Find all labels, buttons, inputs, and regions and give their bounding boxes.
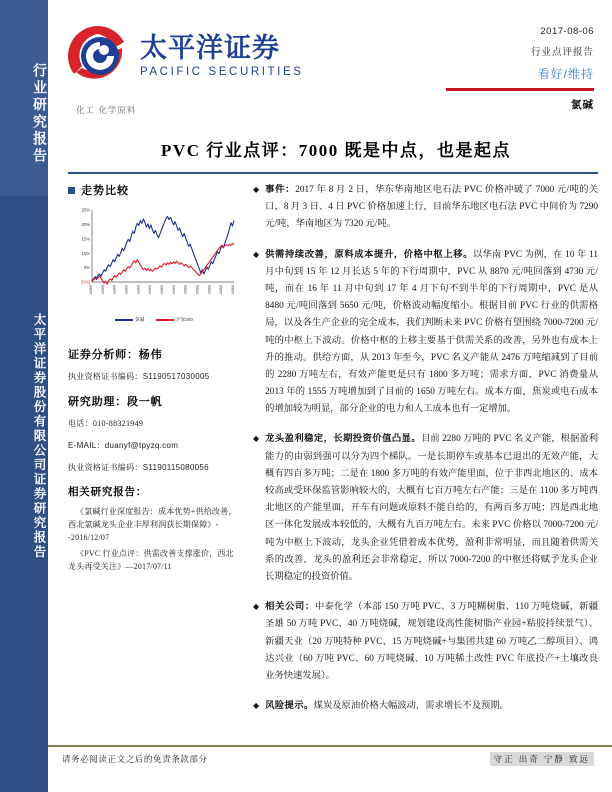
rail-title-company: 太平洋证券股份有限公司证券研究报告	[32, 312, 46, 560]
svg-text:16/8/8: 16/8/8	[124, 285, 129, 295]
paragraph-text	[265, 182, 598, 234]
paragraph-text	[265, 431, 598, 586]
svg-text:16/8/8: 16/8/8	[207, 285, 212, 295]
svg-text:10%: 10%	[81, 250, 90, 256]
related-research-item[interactable]: 《PVC 行业点评：供需改善支撑涨价，西北龙头再受关注》—2017/07/11	[68, 548, 234, 571]
paragraph-lead: 相关公司：	[265, 602, 315, 613]
paragraph-content: 煤炭及原油价格大幅波动，需求增长不及预期。	[313, 701, 509, 712]
paragraph-lead: 风险提示。	[265, 701, 314, 712]
svg-text:16/8/8: 16/8/8	[89, 285, 93, 295]
svg-text:20%: 20%	[81, 222, 90, 227]
diamond-bullet-icon: ◆	[253, 185, 260, 194]
legend-swatch-0	[115, 319, 133, 321]
paragraph-content: 中泰化学（本部 150 万吨 PVC、3 万吨糊树脂、110 万吨烧碱，新疆圣雄 50 万吨 PVC、40 万吨烧碱，规划建设高性能树脂产业园+粘胶持续景气）、新疆天业（20 万吨特种 PVC、15 万吨烧碱+与集团共建 60 万吨乙二醇项目）、鸿达兴业（60 万吨 PVC、60 万吨烧碱、10 万吨稀土改性 PVC 年底投产+土壤改良业务快速发展）。	[265, 602, 598, 681]
diamond-bullet-icon: ◆	[253, 602, 260, 612]
related-research-block	[68, 484, 238, 574]
assistant-phone: 电话：010-88321949	[68, 419, 144, 428]
breadcrumb: 化工 化学原料	[76, 105, 137, 115]
svg-text:16/8/8: 16/8/8	[195, 285, 200, 295]
analyst-name: 证券分析师：杨伟	[68, 349, 163, 361]
svg-text:16/8/8: 16/8/8	[100, 285, 105, 295]
report-body	[253, 182, 598, 728]
paragraph-content: 2017 年 8 月 2 日，华东华南地区电石法 PVC 价格冲破了 7000 元/吨的关口，8 月 3 日、4 日 PVC 价格加速上行，目前华东地区电石法 PVC 中间价为 7290 元/吨，华南地区为 7320 元/吨。	[265, 185, 598, 230]
legend-item-1	[156, 317, 193, 323]
paragraph-content: 以华南 PVC 为例，在 10 年 11 月中旬到 15 年 12 月长达 5 年的下行周期中，PVC 从 8870 元/吨回落到 4730 元/吨，而在 16 年 11 月中旬到 17 年 4 月下旬不到半年的下行周期中，PVC 是从 8480 元/吨回落到 5650 元/吨，价格波动幅度缩小。根据目前 PVC 行业的供需格局，以及各生产企业的完全成本，我们判断未来 PVC 价格有望围绕 7000-7200 元/吨的中枢上下波动。价格中枢的上移主要基于供需关系的改善，另外也有成本上升的推动。供给方面，从 2013 年至今，PVC 名义产能从 2476 万吨缩减到了目前的 2280 万吨左右，有效产能更是只有 1800 多万吨；需求方面，PVC 消费量从 2013 年的 1555 万吨增加到了目前的 1650 万吨左右。成本方面，焦炭或电石成本的增加较为明显，部分企业的电力和人工成本也有一定增加。	[265, 249, 598, 415]
paragraph-text	[265, 698, 598, 715]
svg-text:16/8/8: 16/8/8	[219, 285, 224, 295]
company-logo	[64, 22, 304, 90]
assistant-email[interactable]: E-MAIL：duanyf@tpyzq.com	[68, 441, 179, 450]
assistant-certificate: 执业资格证书编码：S1190115080056	[68, 463, 209, 472]
footer-disclaimer: 请务必阅读正文之后的免责条款部分	[62, 754, 208, 764]
paragraph-text	[265, 599, 598, 685]
body-paragraph	[253, 431, 598, 586]
diamond-bullet-icon: ◆	[253, 701, 260, 711]
footer-motto: 守正 出奇 宁静 致远	[490, 752, 594, 766]
document-header	[48, 0, 612, 125]
paragraph-lead: 供需持续改善，原料成本提升，价格中枢上移。	[265, 249, 474, 260]
svg-text:25%: 25%	[81, 207, 90, 213]
rating-badge: 看好/维持	[537, 67, 594, 81]
svg-text:15%: 15%	[81, 236, 90, 242]
document-footer	[48, 752, 612, 766]
report-date: 2017-08-06	[540, 26, 594, 37]
paragraph-lead: 龙头盈利稳定，长期投资价值凸显。	[265, 434, 422, 445]
body-paragraph	[253, 247, 598, 419]
svg-text:16/8/8: 16/8/8	[148, 285, 153, 295]
header-meta-block	[446, 26, 594, 112]
page-content	[48, 0, 612, 792]
analyst-certificate: 执业资格证书编码：S1190517030005	[68, 372, 210, 381]
svg-text:16/8/8: 16/8/8	[171, 285, 176, 295]
related-research-heading: 相关研究报告：	[68, 487, 148, 498]
trend-comparison-chart	[70, 204, 238, 332]
body-paragraph	[253, 599, 598, 685]
svg-text:16/8/8: 16/8/8	[112, 285, 117, 295]
related-research-item[interactable]: 《氯碱行业深度报告：成本优势+供给改善，西北氯碱龙头企业丰厚利润获长期保障》--2016/12/07	[68, 507, 237, 542]
chart-heading-label: 走势比较	[81, 185, 129, 197]
logo-wordmark	[140, 32, 304, 78]
svg-text:16/8/8: 16/8/8	[160, 285, 164, 295]
pacific-securities-logo-icon	[64, 22, 132, 90]
sector-label: 氯碱	[571, 98, 594, 111]
analyst-info-block	[68, 346, 238, 473]
svg-text:16/8/8: 16/8/8	[183, 285, 188, 295]
paragraph-content: 目前 2280 万吨的 PVC 名义产能，根据盈利能力的由弱到强可以分为四个梯队。一是长期停车或基本已退出的无效产能，大概有四百多万吨；二是在 1800 多万吨的有效产能里面，位于非西北地区的、成本较高或受环保监管影响较大的，大概有七百万吨左右产能；三是在 1100 多万吨西北地区的产能里面，开车有问题或原料不能自给的，有两百多万吨；四是西北地区一体化发展成本较低的，大概有九百万吨左右。未来 PVC 价格以 7000-7200 元/吨为中枢上下波动，龙头企业凭借着成本优势，盈利非常明显，而且随着供需关系的改善，龙头的盈利还会非常稳定，所以 7000-7200 的中枢还将赋予龙头企业长期稳定的投资价值。	[265, 434, 598, 582]
diamond-bullet-icon: ◆	[253, 249, 260, 259]
paragraph-lead: 事件：	[265, 185, 296, 195]
page-title: PVC 行业点评：7000 既是中点，也是起点	[161, 141, 511, 160]
legend-label-0: 氯碱	[135, 317, 145, 322]
svg-text:5%: 5%	[83, 265, 90, 271]
svg-text:16/8/8: 16/8/8	[136, 285, 141, 295]
assistant-name: 研究助理：段一帆	[68, 396, 163, 408]
legend-swatch-1	[156, 319, 174, 321]
square-bullet-icon	[68, 187, 75, 194]
footer-divider	[48, 745, 612, 747]
chart-legend	[70, 317, 238, 323]
body-paragraph	[253, 182, 598, 234]
diamond-bullet-icon: ◆	[253, 434, 260, 444]
svg-text:16/8/8: 16/8/8	[231, 285, 235, 295]
legend-item-0	[115, 317, 144, 323]
logo-name-cn: 太平洋证券	[140, 32, 280, 63]
logo-name-en: PACIFIC SECURITIES	[140, 65, 304, 78]
body-paragraph	[253, 698, 598, 715]
legend-label-1: 沪深300	[176, 317, 193, 322]
svg-text:(0%): (0%)	[81, 279, 90, 285]
report-type-label: 行业点评报告	[530, 47, 594, 58]
paragraph-text	[265, 247, 598, 419]
title-divider	[68, 172, 598, 174]
left-info-column	[68, 182, 238, 577]
chart-canvas	[70, 204, 238, 316]
rail-title-report-type: 行业研究报告	[31, 63, 46, 165]
header-red-divider	[446, 88, 594, 91]
chart-section-heading	[68, 182, 238, 198]
